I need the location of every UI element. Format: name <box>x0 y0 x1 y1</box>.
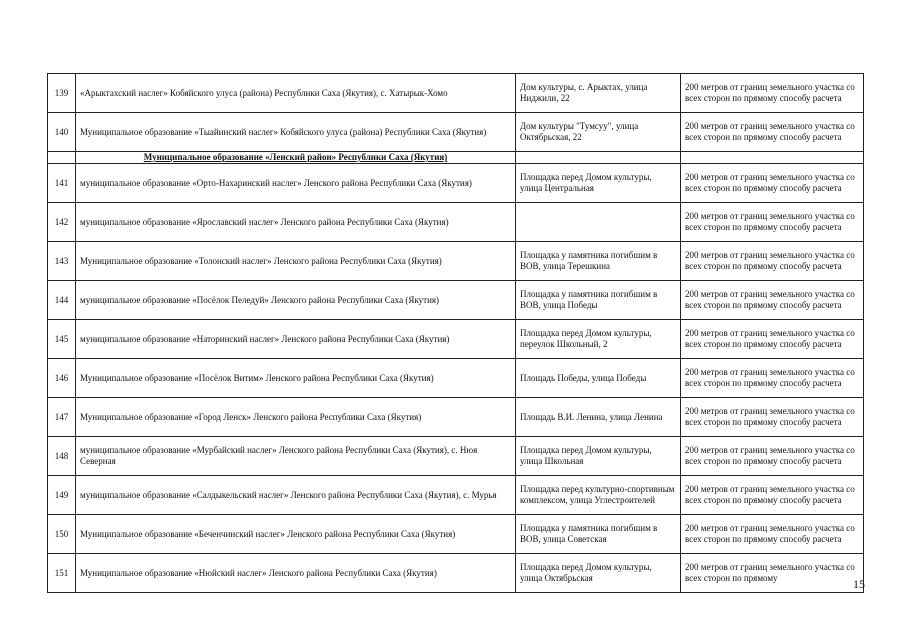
distance-rule: 200 метров от границ земельного участка со всех сторон по прямому способу расчета <box>681 476 864 515</box>
distance-rule: 200 метров от границ земельного участка со всех сторон по прямому способу расчета <box>681 359 864 398</box>
meeting-place: Площадка перед Домом культуры, переулок Школьный, 2 <box>516 320 681 359</box>
distance-rule: 200 метров от границ земельного участка со всех сторон по прямому способу расчета <box>681 74 864 113</box>
table-row <box>48 398 864 437</box>
distance-rule: 200 метров от границ земельного участка со всех сторон по прямому способу расчета <box>681 113 864 152</box>
section-header <box>48 152 864 164</box>
municipality-name: Муниципальное образование «Город Ленск» Ленского района Республики Саха (Якутия) <box>76 398 516 437</box>
table-row <box>48 74 864 113</box>
table-row <box>48 515 864 554</box>
section-place-cell <box>516 152 681 164</box>
municipality-name: муниципальное образование «Мурбайский наслег» Ленского района Республики Саха (Якутия), с. Нюя Северная <box>76 437 516 476</box>
row-number: 142 <box>48 203 76 242</box>
municipality-name: муниципальное образование «Ярославский наслег» Ленского района Республики Саха (Якутия) <box>76 203 516 242</box>
distance-rule: 200 метров от границ земельного участка со всех сторон по прямому способу расчета <box>681 437 864 476</box>
table-row <box>48 359 864 398</box>
distance-rule: 200 метров от границ земельного участка со всех сторон по прямому <box>681 554 864 593</box>
section-num-cell <box>48 152 76 164</box>
row-number: 144 <box>48 281 76 320</box>
row-number: 147 <box>48 398 76 437</box>
municipality-name: Муниципальное образование «Толонский наслег» Ленского района Республики Саха (Якутия) <box>76 242 516 281</box>
meeting-place: Площадка у памятника погибшим в ВОВ, улица Победы <box>516 281 681 320</box>
municipality-name: Муниципальное образование «Беченчинский наслег» Ленского района Республики Саха (Якутия) <box>76 515 516 554</box>
meeting-place: Площадь Победы, улица Победы <box>516 359 681 398</box>
table-body-lensk <box>48 164 864 593</box>
municipality-name: «Арыктахский наслег» Кобяйского улуса (района) Республики Саха (Якутия), с. Хатырык-Хомо <box>76 74 516 113</box>
distance-rule: 200 метров от границ земельного участка со всех сторон по прямому способу расчета <box>681 203 864 242</box>
meeting-place: Площадь В.И. Ленина, улица Ленина <box>516 398 681 437</box>
table-row <box>48 476 864 515</box>
municipality-name: муниципальное образование «Салдыкельский наслег» Ленского района Республики Саха (Якутия), с. Мурья <box>76 476 516 515</box>
section-title: Муниципальное образование «Ленский район» Республики Саха (Якутия) <box>76 152 516 164</box>
distance-rule: 200 метров от границ земельного участка со всех сторон по прямому способу расчета <box>681 515 864 554</box>
distance-rule: 200 метров от границ земельного участка со всех сторон по прямому способу расчета <box>681 398 864 437</box>
row-number: 139 <box>48 74 76 113</box>
distance-rule: 200 метров от границ земельного участка со всех сторон по прямому способу расчета <box>681 320 864 359</box>
municipality-name: муниципальное образование «Посёлок Пеледуй» Ленского района Республики Саха (Якутия) <box>76 281 516 320</box>
row-number: 141 <box>48 164 76 203</box>
row-number: 150 <box>48 515 76 554</box>
page-number: 15 <box>853 577 865 591</box>
row-number: 140 <box>48 113 76 152</box>
distance-rule: 200 метров от границ земельного участка со всех сторон по прямому способу расчета <box>681 164 864 203</box>
distance-rule: 200 метров от границ земельного участка со всех сторон по прямому способу расчета <box>681 281 864 320</box>
table-row <box>48 113 864 152</box>
municipality-name: Муниципальное образование «Посёлок Витим» Ленского района Республики Саха (Якутия) <box>76 359 516 398</box>
table-row <box>48 281 864 320</box>
row-number: 148 <box>48 437 76 476</box>
meeting-place: Площадка перед Домом культуры, улица Октябрьская <box>516 554 681 593</box>
table-row <box>48 203 864 242</box>
meeting-place <box>516 203 681 242</box>
municipality-name: Муниципальное образование «Нюйский наслег» Ленского района Республики Саха (Якутия) <box>76 554 516 593</box>
row-number: 149 <box>48 476 76 515</box>
row-number: 145 <box>48 320 76 359</box>
section-row <box>48 152 864 164</box>
meeting-place: Площадка перед культурно-спортивным комплексом, улица Углестроителей <box>516 476 681 515</box>
meeting-place: Площадка перед Домом культуры, улица Центральная <box>516 164 681 203</box>
row-number: 146 <box>48 359 76 398</box>
table-row <box>48 437 864 476</box>
distance-rule: 200 метров от границ земельного участка со всех сторон по прямому способу расчета <box>681 242 864 281</box>
meeting-place: Площадка перед Домом культуры, улица Школьная <box>516 437 681 476</box>
meeting-place: Площадка у памятника погибшим в ВОВ, улица Терешкина <box>516 242 681 281</box>
municipality-name: Муниципальное образование «Тыайинский наслег» Кобяйского улуса (района) Республики Саха (Якутия) <box>76 113 516 152</box>
section-distance-cell <box>681 152 864 164</box>
table-row <box>48 320 864 359</box>
meeting-place: Дом культуры "Тумсуу", улица Октябрьская, 22 <box>516 113 681 152</box>
meeting-place: Дом культуры, с. Арыктах, улица Ниджили, 22 <box>516 74 681 113</box>
locations-table <box>47 73 864 593</box>
municipality-name: муниципальное образование «Наторинский наслег» Ленского района Республики Саха (Якутия) <box>76 320 516 359</box>
table-row <box>48 554 864 593</box>
municipality-name: муниципальное образование «Орто-Нахаринский наслег» Ленского района Республики Саха (Якутия) <box>76 164 516 203</box>
meeting-place: Площадка у памятника погибшим в ВОВ, улица Советская <box>516 515 681 554</box>
row-number: 151 <box>48 554 76 593</box>
table-body-kobyay <box>48 74 864 152</box>
table-row <box>48 242 864 281</box>
table-row <box>48 164 864 203</box>
row-number: 143 <box>48 242 76 281</box>
